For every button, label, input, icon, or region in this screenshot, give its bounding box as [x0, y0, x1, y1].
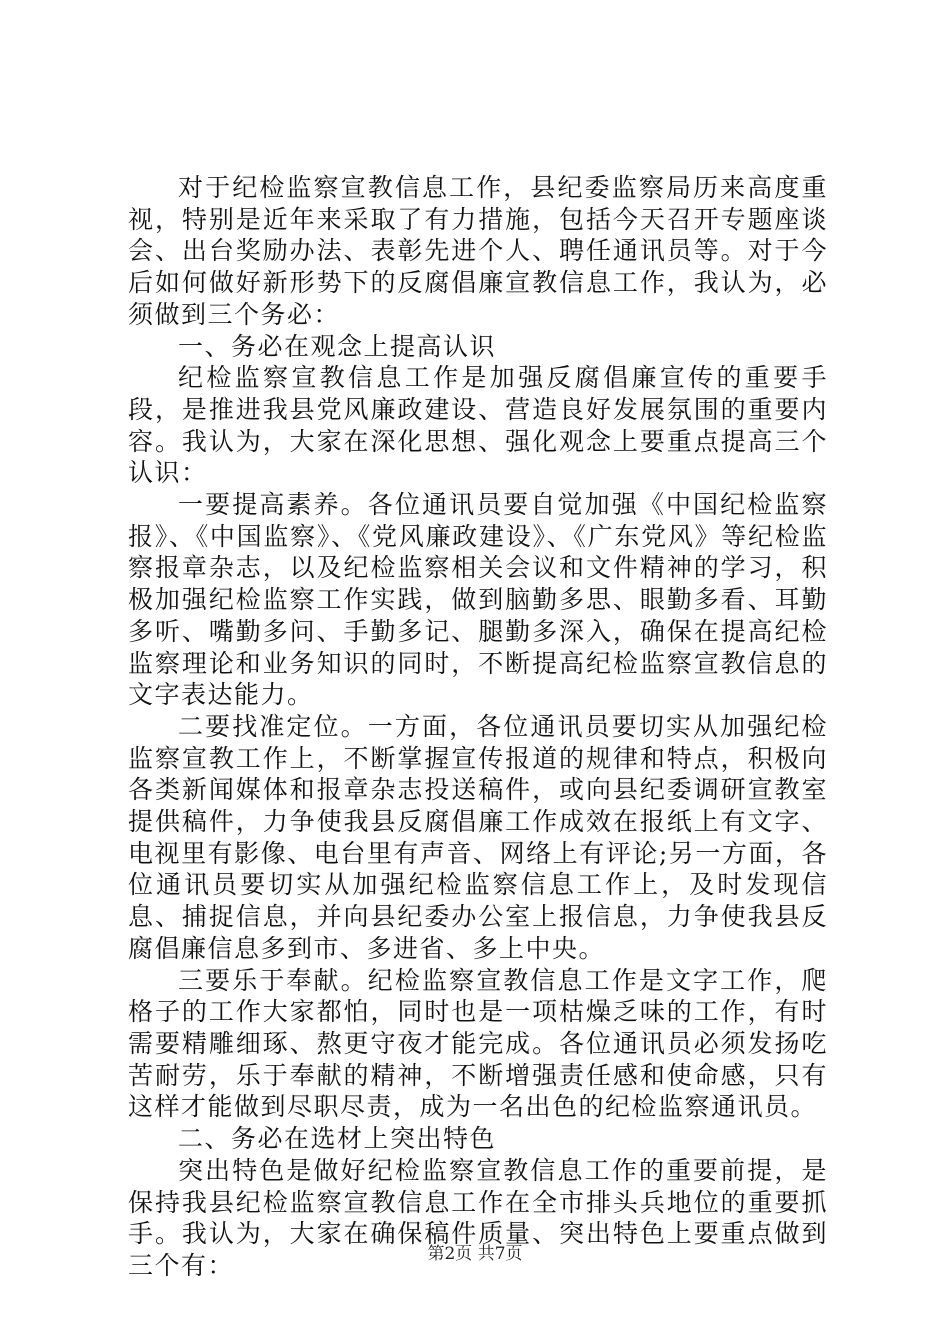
section-heading-2: 二、务必在选材上突出特色 [178, 1124, 497, 1154]
paragraph-section2-intro: 突出特色是做好纪检监察宣教信息工作的重要前提，是保持我县纪检监察宣教信息工作在全市排头兵地位的重要抓手。我认为，大家在确保稿件质量、突出特色上要重点做到三个有： [128, 1155, 828, 1280]
paragraph-intro: 对于纪检监察宣教信息工作，县纪委监察局历来高度重视，特别是近年来采取了有力措施，包括今天召开专题座谈会、出台奖励办法、表彰先进个人、聘任通讯员等。对于今后如何做好新形势下的反腐倡廉宣教信息工作，我认为，必须做到三个务必： [128, 173, 828, 329]
paragraph-point-1: 一要提高素养。各位通讯员要自觉加强《中国纪检监察报》、《中国监察》、《党风廉政建设》、《广东党风》等纪检监察报章杂志，以及纪检监察相关会议和文件精神的学习，积极加强纪检监察工作实践，做到脑勤多思、眼勤多看、耳勤多听、嘴勤多问、手勤多记、腿勤多深入，确保在提高纪检监察理论和业务知识的同时，不断提高纪检监察宣教信息的文字表达能力。 [128, 490, 828, 710]
paragraph-point-2: 二要找准定位。一方面，各位通讯员要切实从加强纪检监察宣教工作上，不断掌握宣传报道的规律和特点，积极向各类新闻媒体和报章杂志投送稿件，或向县纪委调研宣教室提供稿件，力争使我县反腐倡廉工作成效在报纸上有文字、电视里有影像、电台里有声音、网络上有评论;另一方面，各位通讯员要切实从加强纪检监察信息工作上，及时发现信息、捕捉信息，并向县纪委办公室上报信息，力争使我县反腐倡廉信息多到市、多进省、多上中央。 [128, 711, 828, 963]
page-footer: 第2页 共7页 [427, 1244, 523, 1264]
paragraph-section1-intro: 纪检监察宣教信息工作是加强反腐倡廉宣传的重要手段，是推进我县党风廉政建设、营造良好发展氛围的重要内容。我认为，大家在深化思想、强化观念上要重点提高三个认识： [128, 363, 828, 488]
document-body [128, 172, 828, 1282]
paragraph-point-3: 三要乐于奉献。纪检监察宣教信息工作是文字工作，爬格子的工作大家都怕，同时也是一项枯燥乏味的工作，有时需要精雕细琢、熬更守夜才能完成。各位通讯员必须发扬吃苦耐劳，乐于奉献的精神，不断增强责任感和使命感，只有这样才能做到尽职尽责，成为一名出色的纪检监察通讯员。 [128, 965, 828, 1122]
section-heading-1: 一、务必在观念上提高认识 [178, 331, 497, 361]
